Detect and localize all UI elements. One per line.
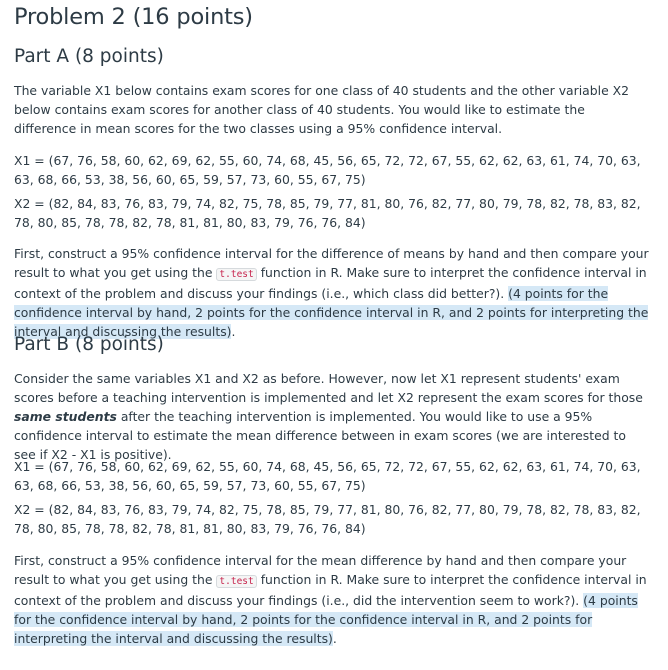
part-a-instr-text-2: function in R. Make sure to interpret the confidence interval in context of the problem and discuss your findings (i.e., which class did better?). [14,265,647,301]
part-b-x1-data: X1 = (67, 76, 58, 60, 62, 69, 62, 55, 60, 74, 68, 45, 56, 65, 72, 72, 67, 55, 62, 62, 63, 61, 74, 70, 63, 63, 68, 66, 53, 38, 56, 60, 65, 59, 57, 73, 60, 55, 67, 75) [14,459,641,493]
part-b-intro [14,369,650,464]
part-b-instr-text-2: function in R. Make sure to interpret the confidence interval in context of the problem and discuss your findings (i.e., did the intervention seem to work?). [14,572,647,608]
part-a-points-highlight: (4 points for the confidence interval by hand, 2 points for the confidence interval in R, and 2 points for interpreting the interval and discussing the results) [14,286,649,339]
part-b-instr-text: First, construct a 95% confidence interval for the mean difference by hand and then compare your result to what you get using the [14,553,627,587]
part-b-period: . [332,631,337,646]
part-a-x2-data: X2 = (82, 84, 83, 76, 83, 79, 74, 82, 75, 78, 85, 79, 77, 81, 80, 76, 82, 77, 80, 79, 78, 82, 78, 83, 82, 78, 80, 85, 78, 78, 82, 78, 81, 81, 80, 83, 79, 76, 76, 84) [14,196,641,230]
part-b-points-highlight: (4 points for the confidence interval by hand, 2 points for the confidence interval in R, and 2 points for interpreting the interval and discussing the results) [14,593,638,646]
part-a-heading: Part A (8 points) [14,46,164,67]
part-b-instructions [14,551,650,648]
part-b-heading: Part B (8 points) [14,334,164,355]
part-b-intro-text: Consider the same variables X1 and X2 as before. However, now let X1 represent students' exam scores before a teaching intervention is implemented and let X2 represent the exam scores for those [14,371,643,405]
part-a-period: . [231,324,236,339]
part-b-x2-data: X2 = (82, 84, 83, 76, 83, 79, 74, 82, 75, 78, 85, 79, 77, 81, 80, 76, 82, 77, 80, 79, 78, 82, 78, 83, 82, 78, 80, 85, 78, 78, 82, 78, 81, 81, 80, 83, 79, 76, 76, 84) [14,502,641,536]
part-a-x1-data: X1 = (67, 76, 58, 60, 62, 69, 62, 55, 60, 74, 68, 45, 56, 65, 72, 72, 67, 55, 62, 62, 63, 61, 74, 70, 63, 63, 68, 66, 53, 38, 56, 60, 65, 59, 57, 73, 60, 55, 67, 75) [14,153,641,187]
same-students-emphasis: same students [14,409,117,424]
part-a-ttest-code: t.test [216,268,256,281]
problem-title: Problem 2 (16 points) [14,4,253,30]
part-a-intro: The variable X1 below contains exam scores for one class of 40 students and the other variable X2 below contains exam scores for another class of 40 students. You would like to estimate the difference in mean scores for the two classes using a 95% confidence interval. [14,83,629,136]
part-b-ttest-code: t.test [216,575,256,588]
part-b-intro-text-2: after the teaching intervention is implemented. You would like to use a 95% confidence interval to estimate the mean difference between in exam scores (we are interested to see if X2 - X1 is positive). [14,409,626,462]
part-a-instr-text: First, construct a 95% confidence interval for the difference of means by hand and then compare your result to what you get using the [14,246,649,280]
part-a-instructions [14,244,650,341]
